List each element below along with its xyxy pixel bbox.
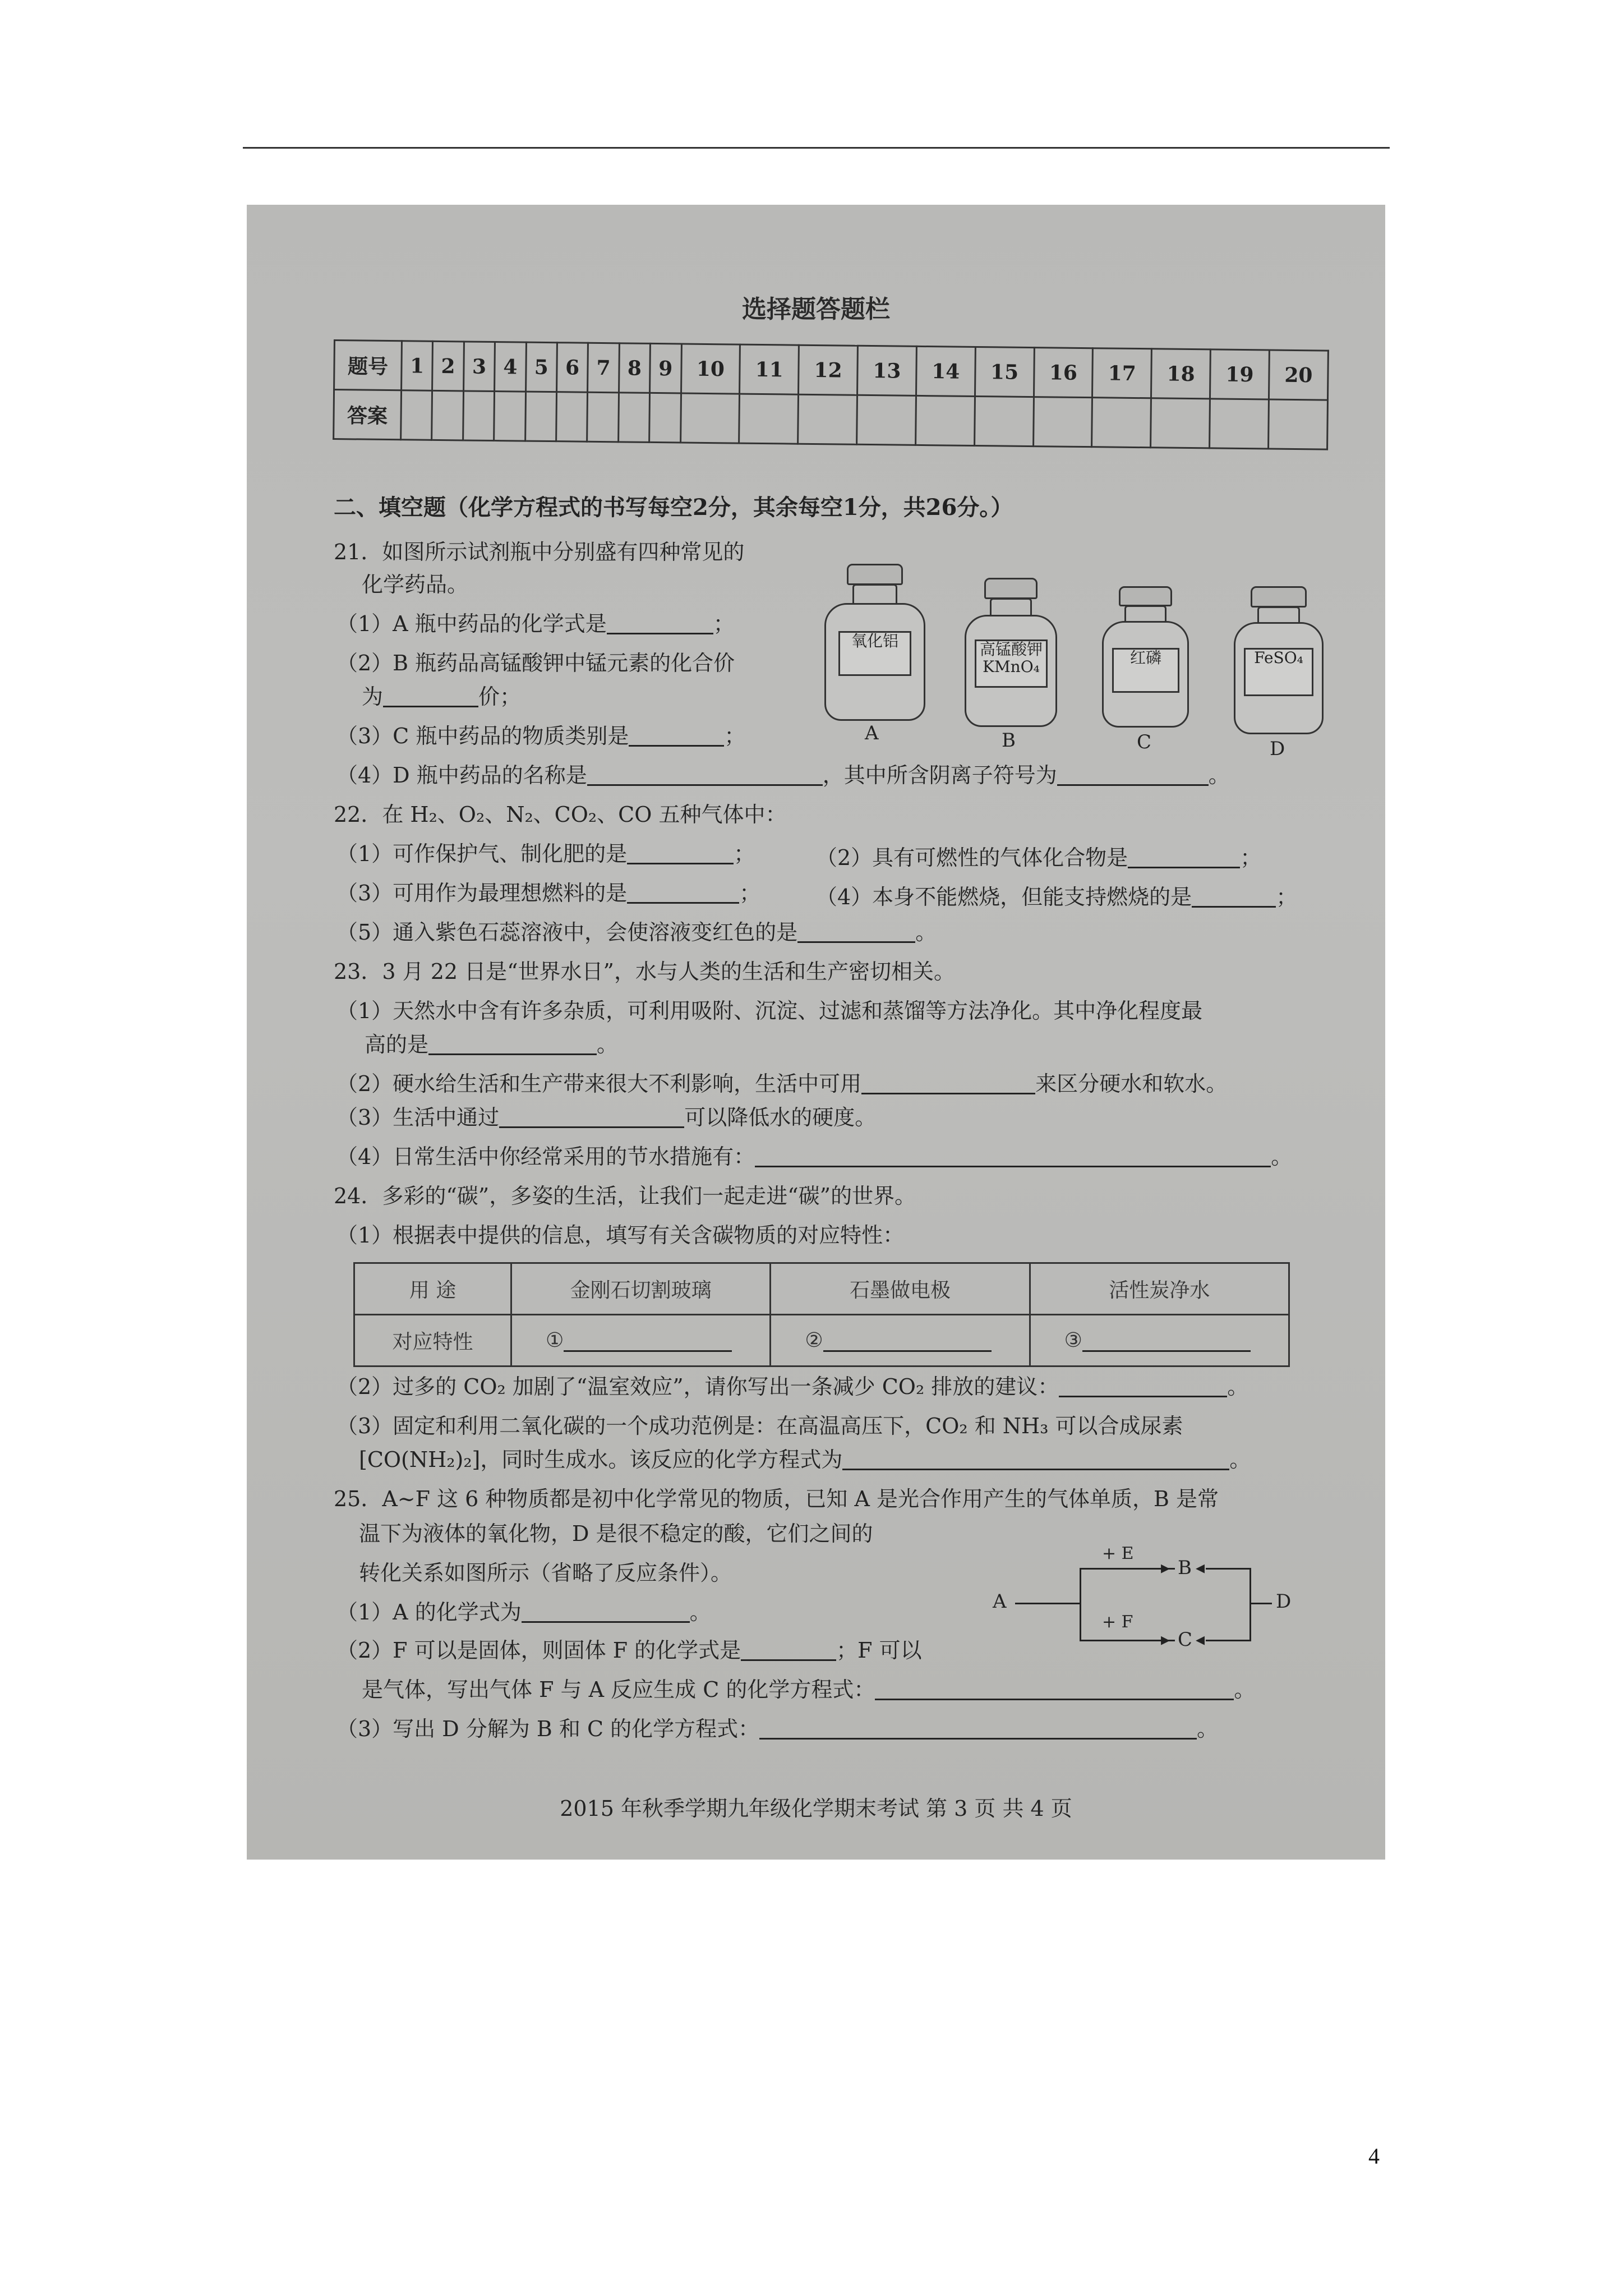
q24-part2-end: 。 bbox=[1227, 1374, 1249, 1399]
q23-part2-text: （2）硬水给生活和生产带来很大不利影响，生活中可用 bbox=[336, 1071, 862, 1096]
q25-part1-text: （1）A 的化学式为 bbox=[336, 1600, 522, 1625]
diagram-node-d: D bbox=[1276, 1590, 1292, 1613]
carbon-table-marker-1: ① bbox=[546, 1329, 564, 1352]
question-number-cell: 19 bbox=[1210, 349, 1270, 399]
bottle-a-letter: A bbox=[865, 722, 879, 744]
answer-cell[interactable] bbox=[401, 390, 432, 440]
row-label-answer: 答案 bbox=[334, 390, 402, 440]
q23-part1a: （1）天然水中含有许多杂质，可利用吸附、沉淀、过滤和蒸馏等方法净化。其中净化程度最 bbox=[336, 999, 1203, 1023]
carbon-table-cell-1[interactable] bbox=[511, 1315, 771, 1366]
q23-part3 bbox=[336, 1107, 876, 1128]
q23-stem: 23．3 月 22 日是“世界水日”，水与人类的生活和生产密切相关。 bbox=[334, 959, 955, 984]
q22-blank-2[interactable] bbox=[1128, 849, 1240, 868]
q21-part3 bbox=[336, 725, 745, 747]
q23-part4 bbox=[336, 1146, 1292, 1167]
q21-blank-2[interactable] bbox=[383, 688, 478, 707]
q22-blank-5[interactable] bbox=[797, 924, 915, 943]
answer-sheet-title: 选择题答题栏 bbox=[742, 295, 890, 324]
q21-blank-5[interactable] bbox=[1057, 767, 1209, 786]
q25-part2a-text: （2）F 可以是固体，则固体 F 的化学式是 bbox=[336, 1638, 741, 1663]
carbon-blank-3[interactable] bbox=[1082, 1333, 1251, 1352]
question-number-cell: 3 bbox=[463, 342, 495, 392]
bottle-a bbox=[824, 564, 925, 743]
q22-part5 bbox=[336, 922, 937, 943]
q22-part1-text: （1）可作保护气、制化肥的是 bbox=[336, 841, 628, 866]
q24-blank-4[interactable] bbox=[1059, 1378, 1227, 1397]
bottle-c-cap bbox=[1119, 586, 1172, 606]
q22-part4 bbox=[816, 886, 1297, 908]
q25-stem-line1: 25．A~F 这 6 种物质都是初中化学常见的物质，已知 A 是光合作用产生的气体单质，B 是常 bbox=[334, 1487, 1219, 1511]
q21-blank-1[interactable] bbox=[607, 615, 713, 634]
carbon-table-cell-3[interactable] bbox=[1030, 1315, 1289, 1366]
exam-footer: 2015 年秋季学期九年级化学期末考试 第 3 页 共 4 页 bbox=[560, 1796, 1072, 1821]
diagram-line-d bbox=[1249, 1603, 1272, 1604]
q25-part3-end: 。 bbox=[1197, 1717, 1219, 1741]
header-rule bbox=[243, 147, 1390, 149]
q25-part2a-end: ；F 可以 bbox=[836, 1638, 922, 1663]
q25-part1 bbox=[336, 1602, 711, 1623]
q23-part1b-text: 高的是 bbox=[365, 1032, 429, 1057]
carbon-blank-2[interactable] bbox=[823, 1333, 992, 1352]
q22-part5-text: （5）通入紫色石蕊溶液中，会使溶液变红色的是 bbox=[336, 920, 798, 945]
answer-cell[interactable] bbox=[1151, 398, 1210, 448]
q23-blank-3[interactable] bbox=[499, 1109, 684, 1128]
q25-stem-line3: 转化关系如图所示（省略了反应条件）。 bbox=[359, 1561, 732, 1585]
answer-cell[interactable] bbox=[915, 395, 975, 445]
carbon-table-usage-charcoal: 活性炭净水 bbox=[1030, 1263, 1289, 1315]
bottle-b bbox=[965, 578, 1057, 752]
q22-part1 bbox=[336, 843, 755, 864]
carbon-table-usage-graphite: 石墨做电极 bbox=[771, 1263, 1030, 1315]
bottle-c-label bbox=[1112, 648, 1179, 693]
bottle-c-label-top: 红磷 bbox=[1129, 648, 1161, 667]
q21-part1 bbox=[336, 613, 735, 634]
diagram-line-bottom-right bbox=[1206, 1640, 1251, 1641]
carbon-table-marker-2: ② bbox=[805, 1329, 823, 1352]
q24-part1: （1）根据表中提供的信息，填写有关含碳物质的对应特性： bbox=[336, 1223, 905, 1248]
question-number-cell: 13 bbox=[857, 346, 917, 395]
q22-part3 bbox=[336, 882, 760, 904]
q24-blank-5[interactable] bbox=[842, 1451, 1229, 1470]
carbon-table-usage-header: 用 途 bbox=[354, 1263, 511, 1315]
carbon-blank-1[interactable] bbox=[564, 1333, 732, 1352]
question-number-cell: 1 bbox=[402, 341, 433, 391]
q21-part4 bbox=[336, 765, 1230, 786]
diagram-node-a: A bbox=[993, 1590, 1007, 1613]
question-number-cell: 15 bbox=[975, 347, 1034, 397]
diagram-arrow-from-d-bottom: ◂ bbox=[1196, 1628, 1205, 1650]
conversion-diagram bbox=[993, 1540, 1329, 1663]
carbon-table-property-row bbox=[354, 1315, 1289, 1366]
q22-part4-text: （4）本身不能燃烧，但能支持燃烧的是 bbox=[816, 885, 1192, 909]
bottle-d-cap bbox=[1251, 586, 1307, 608]
q23-part4-end: 。 bbox=[1271, 1144, 1293, 1169]
question-number-cell: 18 bbox=[1151, 349, 1211, 399]
q24-part3b bbox=[359, 1449, 1251, 1470]
q23-part2-end: 来区分硬水和软水。 bbox=[1035, 1071, 1228, 1096]
question-number-cell: 2 bbox=[432, 341, 464, 391]
q21-blank-3[interactable] bbox=[629, 728, 724, 747]
q25-part2b bbox=[362, 1679, 1255, 1700]
answer-cell[interactable] bbox=[494, 392, 525, 441]
question-number-cell: 6 bbox=[556, 343, 588, 393]
bottle-c bbox=[1102, 586, 1189, 753]
diagram-line-left bbox=[1080, 1568, 1081, 1641]
exam-page-photo bbox=[247, 205, 1385, 1860]
bottle-a-label bbox=[838, 631, 911, 676]
q21-part1-end: ； bbox=[713, 611, 735, 636]
q23-blank-4[interactable] bbox=[755, 1148, 1271, 1167]
q21-stem-line1: 21．如图所示试剂瓶中分别盛有四种常见的 bbox=[334, 540, 745, 564]
q23-blank-1[interactable] bbox=[428, 1036, 597, 1055]
answer-cell[interactable] bbox=[680, 393, 740, 443]
q23-part4-text: （4）日常生活中你经常采用的节水措施有： bbox=[336, 1144, 755, 1169]
q25-part3 bbox=[336, 1718, 1218, 1740]
q21-part4-text: （4）D 瓶中药品的名称是 bbox=[336, 763, 587, 788]
question-number-cell: 16 bbox=[1034, 348, 1093, 398]
q25-blank-1[interactable] bbox=[522, 1604, 690, 1623]
answer-cell[interactable] bbox=[1033, 397, 1092, 447]
question-number-cell: 4 bbox=[495, 342, 526, 392]
bottle-d-label-bottom: FeSO₄ bbox=[1254, 648, 1303, 667]
answer-cell[interactable] bbox=[525, 392, 556, 441]
q22-blank-3[interactable] bbox=[627, 885, 739, 904]
q22-stem: 22．在 H₂、O₂、N₂、CO₂、CO 五种气体中： bbox=[334, 802, 787, 827]
answer-sheet-table bbox=[333, 339, 1329, 450]
carbon-table-property-header: 对应特性 bbox=[354, 1315, 511, 1366]
section-heading: 二、填空题（化学方程式的书写每空2分，其余每空1分，共26分。） bbox=[334, 494, 1013, 521]
q25-stem-line2: 温下为液体的氧化物，D 是很不稳定的酸，它们之间的 bbox=[359, 1521, 873, 1546]
q25-part2a bbox=[336, 1640, 922, 1661]
answer-row bbox=[334, 390, 1328, 450]
question-number-cell: 11 bbox=[740, 344, 799, 394]
answer-cell[interactable] bbox=[739, 394, 799, 444]
q21-part2a: （2）B 瓶药品高锰酸钾中锰元素的化合价 bbox=[336, 651, 735, 675]
answer-cell[interactable] bbox=[649, 393, 681, 443]
question-number-cell: 9 bbox=[650, 343, 681, 393]
q25-blank-2[interactable] bbox=[741, 1642, 836, 1661]
question-number-cell: 20 bbox=[1269, 350, 1328, 400]
answer-cell[interactable] bbox=[463, 391, 494, 441]
question-number-cell: 14 bbox=[916, 346, 975, 396]
q22-part2 bbox=[816, 847, 1261, 868]
diagram-label-plus-f: + F bbox=[1102, 1612, 1133, 1632]
row-label-number: 题号 bbox=[334, 341, 402, 390]
q25-blank-3[interactable] bbox=[875, 1681, 1234, 1700]
bottle-c-letter: C bbox=[1137, 731, 1152, 753]
q22-blank-1[interactable] bbox=[627, 845, 734, 864]
q22-part1-end: ； bbox=[734, 841, 755, 866]
q22-part3-text: （3）可用作为最理想燃料的是 bbox=[336, 881, 628, 905]
answer-cell[interactable] bbox=[1210, 399, 1269, 449]
q22-part5-end: 。 bbox=[915, 920, 937, 945]
q21-blank-4[interactable] bbox=[587, 767, 823, 786]
q21-part2b bbox=[362, 686, 521, 707]
answer-cell[interactable] bbox=[857, 395, 916, 445]
answer-cell[interactable] bbox=[618, 393, 649, 443]
q25-part2b-end: 。 bbox=[1234, 1677, 1256, 1702]
bottle-b-label-bottom: KMnO₄ bbox=[983, 657, 1040, 676]
answer-cell[interactable] bbox=[1269, 399, 1328, 449]
q24-part2 bbox=[336, 1376, 1248, 1397]
q22-blank-4[interactable] bbox=[1192, 889, 1276, 908]
q22-part3-end: ； bbox=[739, 881, 761, 905]
answer-cell[interactable] bbox=[432, 390, 463, 440]
bottle-d-label bbox=[1244, 648, 1313, 696]
bottle-b-letter: B bbox=[1002, 729, 1016, 752]
q25-part2b-text: 是气体，写出气体 F 与 A 反应生成 C 的化学方程式： bbox=[362, 1677, 875, 1702]
carbon-table-cell-2[interactable] bbox=[771, 1315, 1030, 1366]
diagram-node-c: C bbox=[1178, 1628, 1193, 1651]
q22-part4-end: ； bbox=[1276, 885, 1298, 909]
diagram-line-right bbox=[1249, 1568, 1251, 1641]
q21-part3-text: （3）C 瓶中药品的物质类别是 bbox=[336, 724, 629, 748]
q21-part3-end: ； bbox=[724, 724, 746, 748]
diagram-arrow-to-b: ▸ bbox=[1161, 1557, 1170, 1578]
question-number-cell: 8 bbox=[619, 343, 650, 393]
q23-part1-end: 。 bbox=[597, 1032, 619, 1057]
q22-part2-text: （2）具有可燃性的气体化合物是 bbox=[816, 845, 1128, 870]
q24-stem: 24．多彩的“碳”，多姿的生活，让我们一起走进“碳”的世界。 bbox=[334, 1184, 916, 1208]
q22-part2-end: ； bbox=[1240, 845, 1262, 870]
question-number-cell: 12 bbox=[799, 345, 858, 395]
answer-cell[interactable] bbox=[556, 392, 588, 442]
carbon-table-usage-diamond: 金刚石切割玻璃 bbox=[511, 1263, 771, 1315]
q24-part2-text: （2）过多的 CO₂ 加剧了“温室效应”，请你写出一条减少 CO₂ 排放的建议： bbox=[336, 1374, 1059, 1399]
bottle-b-label bbox=[975, 639, 1048, 688]
diagram-label-plus-e: + E bbox=[1102, 1544, 1134, 1563]
q23-blank-2[interactable] bbox=[861, 1075, 1035, 1094]
bottle-d-letter: D bbox=[1270, 738, 1285, 760]
answer-cell[interactable] bbox=[974, 396, 1034, 446]
carbon-table-usage-row bbox=[354, 1263, 1289, 1315]
q21-part1-text: （1）A 瓶中药品的化学式是 bbox=[336, 611, 607, 636]
diagram-node-b: B bbox=[1178, 1557, 1192, 1579]
answer-cell[interactable] bbox=[798, 394, 857, 444]
q25-part3-text: （3）写出 D 分解为 B 和 C 的化学方程式： bbox=[336, 1717, 760, 1741]
diagram-arrow-to-c: ▸ bbox=[1161, 1628, 1170, 1650]
diagram-line-top-right bbox=[1206, 1568, 1251, 1570]
q23-part1b bbox=[365, 1034, 618, 1055]
q21-part2-end: 价； bbox=[478, 684, 522, 709]
bottle-a-cap bbox=[847, 564, 903, 585]
q21-part4-mid: ，其中所含阴离子符号为 bbox=[822, 763, 1057, 788]
question-number-cell: 5 bbox=[525, 342, 557, 392]
bottle-b-cap bbox=[984, 578, 1038, 599]
question-number-cell: 17 bbox=[1092, 348, 1152, 398]
q24-part3b-text: [CO(NH₂)₂]，同时生成水。该反应的化学方程式为 bbox=[359, 1447, 843, 1472]
q21-part4-end: 。 bbox=[1208, 763, 1230, 788]
bottle-b-label-top: 高锰酸钾 bbox=[979, 640, 1043, 659]
q25-part1-end: 。 bbox=[689, 1600, 711, 1625]
question-number-cell: 7 bbox=[588, 343, 619, 393]
bottle-d bbox=[1234, 586, 1324, 760]
answer-cell[interactable] bbox=[587, 392, 619, 442]
q25-blank-4[interactable] bbox=[759, 1720, 1197, 1740]
q23-part3-end: 可以降低水的硬度。 bbox=[684, 1105, 877, 1130]
q21-part2b-text: 为 bbox=[362, 684, 384, 709]
page-number: 4 bbox=[1368, 2143, 1380, 2169]
question-number-cell: 10 bbox=[681, 344, 740, 394]
q23-part2 bbox=[336, 1073, 1227, 1094]
bottle-a-label-top: 氧化铝 bbox=[851, 632, 898, 650]
q21-stem-line2: 化学药品。 bbox=[362, 572, 469, 597]
q23-part3-text: （3）生活中通过 bbox=[336, 1105, 500, 1130]
q24-part3a: （3）固定和利用二氧化碳的一个成功范例是：在高温高压下，CO₂ 和 NH₃ 可以合成尿素 bbox=[336, 1414, 1183, 1438]
diagram-line-a bbox=[1015, 1603, 1080, 1604]
carbon-property-table bbox=[353, 1262, 1290, 1367]
answer-cell[interactable] bbox=[1092, 398, 1151, 448]
carbon-table-marker-3: ③ bbox=[1064, 1329, 1082, 1352]
q24-part3-end: 。 bbox=[1229, 1447, 1251, 1472]
diagram-arrow-from-d-top: ◂ bbox=[1196, 1557, 1205, 1578]
